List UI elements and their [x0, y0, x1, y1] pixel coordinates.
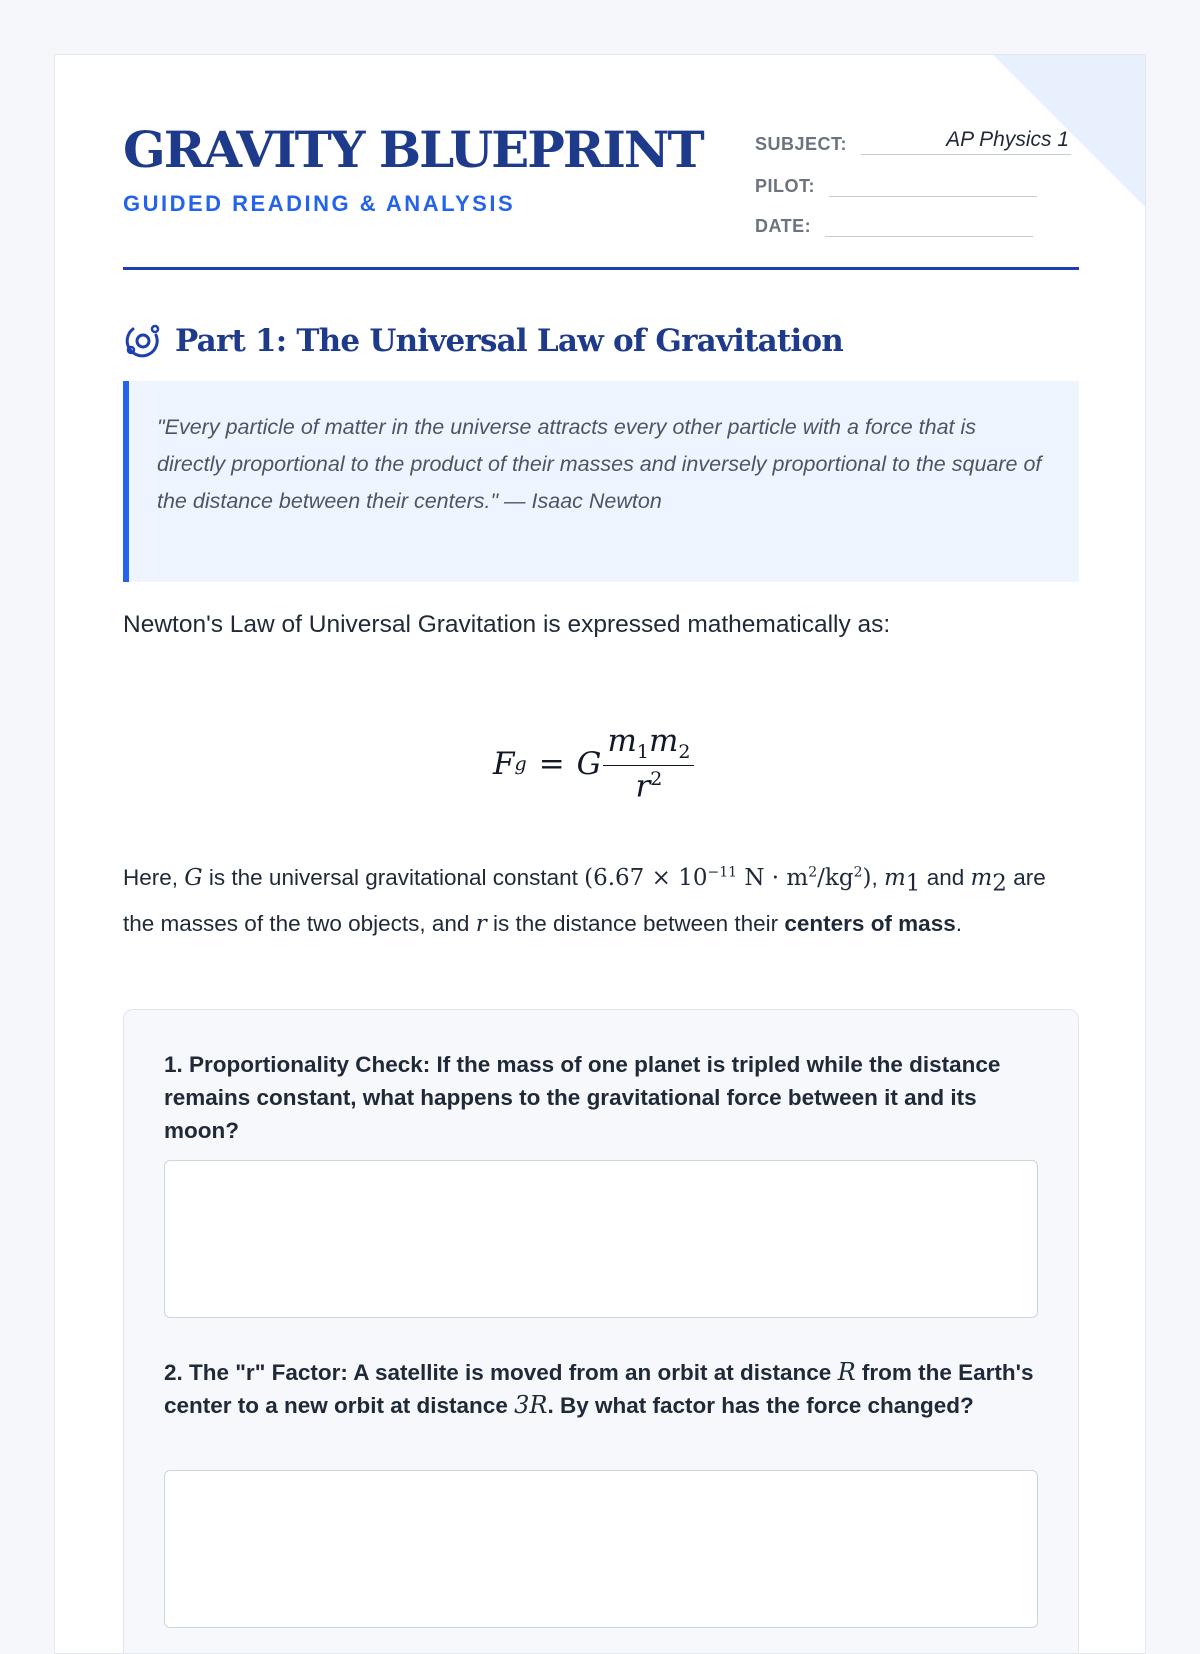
- formula-numerator: [603, 723, 694, 766]
- formula-m2-sub: 2: [678, 741, 691, 764]
- explanation-part: Here,: [123, 865, 185, 890]
- date-label: DATE:: [755, 216, 812, 236]
- symbol-m1-sub: 1: [905, 870, 921, 897]
- constant-value: [584, 865, 871, 891]
- explanation-part: and: [920, 865, 971, 890]
- constant-exponent: −11: [707, 864, 738, 881]
- constant-part: N · m: [737, 865, 809, 891]
- pilot-label: PILOT:: [755, 176, 815, 196]
- formula-fraction: [603, 723, 694, 805]
- explanation-text: [123, 855, 1079, 947]
- centers-of-mass-term: centers of mass: [784, 911, 956, 936]
- question-2-part: from the Earth's center to a new orbit at distance: [164, 1360, 1034, 1418]
- question-2-part: 2. The "r" Factor: A satellite is moved from an orbit at distance: [164, 1360, 838, 1385]
- formula-m1-sub: 1: [636, 741, 649, 764]
- explanation-part: ,: [871, 865, 884, 890]
- question-1-text: 1. Proportionality Check: If the mass of one planet is tripled while the distance remains constant, what happens to the gravitational force between it and its moon?: [164, 1052, 1001, 1143]
- formula-r: r: [635, 768, 651, 805]
- date-row: [755, 207, 1033, 237]
- section-title: Part 1: The Universal Law of Gravitation: [175, 323, 844, 359]
- symbol-g: G: [184, 865, 203, 891]
- formula-force: F: [493, 745, 515, 782]
- explanation-part: is the universal gravitational constant: [202, 865, 585, 890]
- formula-force-sub: g: [514, 752, 527, 775]
- explanation-part: .: [955, 911, 962, 936]
- gravitation-formula: [493, 723, 694, 805]
- intro-text: Newton's Law of Universal Gravitation is expressed mathematically as:: [123, 611, 891, 638]
- subject-row: [755, 125, 1071, 155]
- subject-label: SUBJECT:: [755, 134, 848, 154]
- symbol-m1: m: [883, 865, 906, 891]
- explanation-part: are the masses of the two objects, and: [123, 865, 1046, 936]
- symbol-m2: m: [970, 865, 993, 891]
- constant-part: ): [862, 865, 872, 891]
- symbol-big-r: R: [837, 1358, 856, 1386]
- orbit-icon: [123, 321, 163, 361]
- newton-quote: "Every particle of matter in the universe attracts every other particle with a force that is directly proportional to the product of their masses and inversely proportional to the square of the distance between their centers." — Isaac Newton: [123, 381, 1079, 582]
- symbol-m2-sub: 2: [992, 870, 1007, 897]
- constant-exponent: 2: [853, 864, 863, 881]
- formula-denominator: [635, 766, 662, 804]
- explanation-part: is the distance between their: [486, 911, 785, 936]
- question-2-answer[interactable]: [164, 1470, 1038, 1628]
- symbol-3r: 3R: [514, 1391, 548, 1419]
- page-subtitle: GUIDED READING & ANALYSIS: [123, 191, 516, 216]
- question-1-answer[interactable]: [164, 1160, 1038, 1318]
- constant-part: (6.67 × 10: [584, 865, 708, 891]
- questions-panel: [123, 1009, 1079, 1654]
- formula-m1: m: [607, 723, 637, 759]
- constant-exponent: 2: [808, 864, 818, 881]
- symbol-r: r: [475, 911, 487, 937]
- formula-r-sup: 2: [650, 768, 663, 791]
- formula-equals: =: [538, 745, 565, 782]
- worksheet-header: [123, 55, 1079, 270]
- question-2-text: [164, 1356, 1034, 1422]
- subject-field[interactable]: AP Physics 1: [861, 128, 1071, 155]
- worksheet-page: [54, 54, 1146, 1654]
- pilot-row: [755, 167, 1037, 197]
- date-field[interactable]: [825, 210, 1033, 237]
- formula-constant: G: [576, 745, 602, 782]
- formula-m2: m: [648, 723, 679, 759]
- constant-part: /kg: [817, 865, 854, 891]
- question-2-part: . By what factor has the force changed?: [547, 1393, 974, 1418]
- page-title: GRAVITY BLUEPRINT: [123, 120, 703, 179]
- section-heading: [123, 321, 843, 361]
- pilot-field[interactable]: [829, 170, 1037, 197]
